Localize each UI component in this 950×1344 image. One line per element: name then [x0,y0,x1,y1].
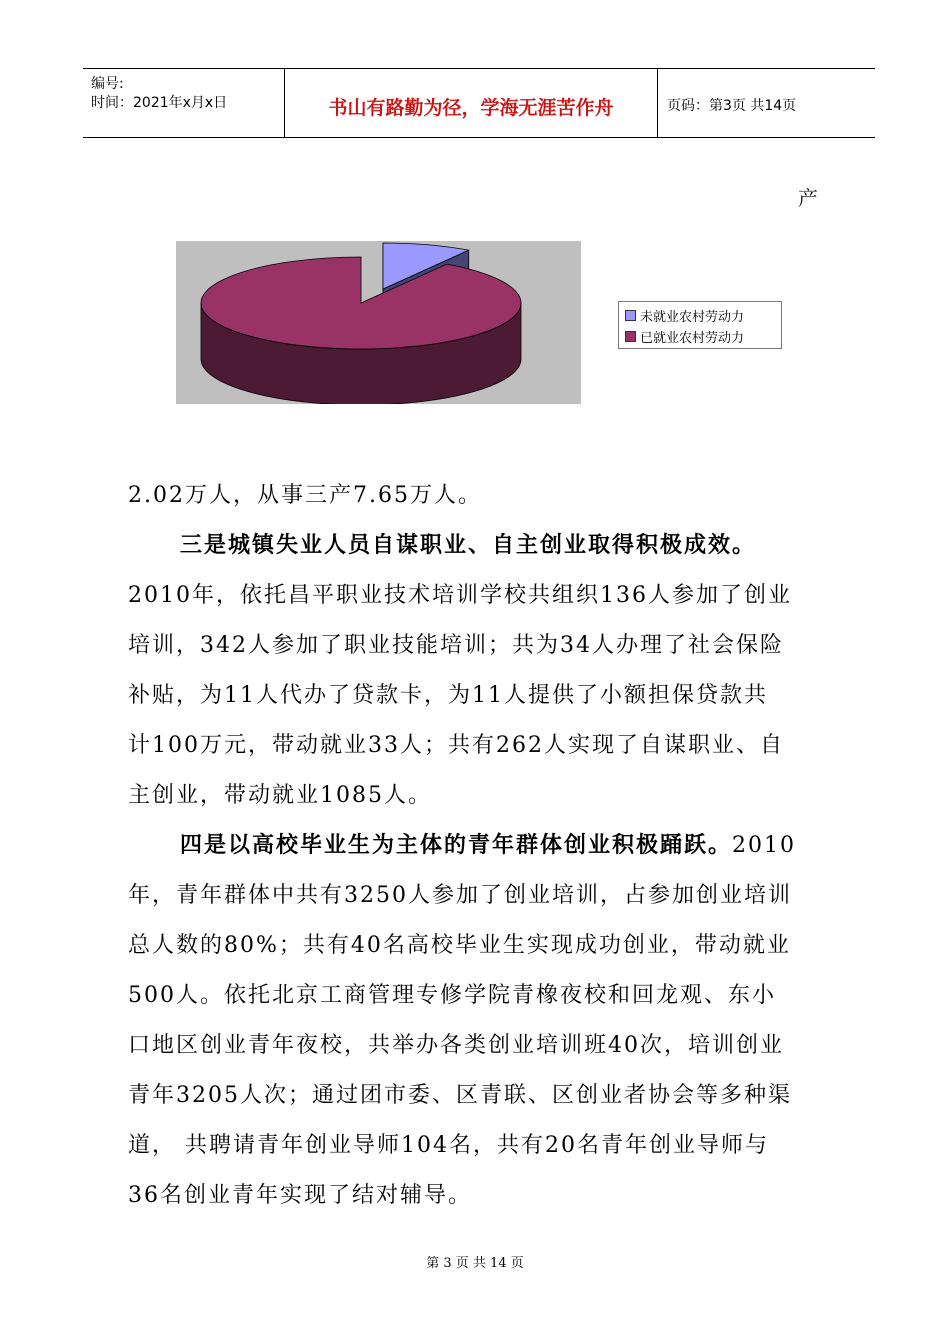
body-line: 2010年，依托昌平职业技术培训学校共组织136人参加了创业 [128,583,792,608]
section-heading [180,528,756,559]
body-line: 口地区创业青年夜校，共举办各类创业培训班40次，培训创业 [128,1033,784,1058]
header-page-cell [659,69,875,137]
page-header [83,68,875,138]
section-heading-tail: 2010 [732,833,797,858]
pie-slice [201,257,521,349]
header-page-info: 页码：第3页 共14页 [667,98,797,114]
pie-chart [176,241,581,404]
legend-label: 已就业农村劳动力 [640,331,745,346]
body-line: 培训，342人参加了职业技能培训；共为34人办理了社会保险 [128,633,784,658]
legend-label: 未就业农村劳动力 [640,310,745,325]
chart-legend [618,301,782,349]
document-number-label: 编号: [91,76,124,92]
body-line: 总人数的80%；共有40名高校毕业生实现成功创业，带动就业 [128,933,791,958]
stray-character: 产 [798,186,818,210]
header-motto-cell [285,69,658,137]
section-heading [180,828,796,859]
body-line: 道， 共聘请青年创业导师104名，共有20名青年创业导师与 [128,1133,769,1158]
body-line: 年，青年群体中共有3250人参加了创业培训，占参加创业培训 [128,883,792,908]
body-line: 青年3205人次；通过团市委、区青联、区创业者协会等多种渠 [128,1083,792,1108]
document-time-label: 时间：2021年x月x日 [91,95,228,111]
body-line: 500人。依托北京工商管理专修学院青橡夜校和回龙观、东小 [128,983,776,1008]
legend-swatch [625,310,636,321]
header-motto: 书山有路勤为径，学海无涯苦作舟 [328,97,614,119]
page-footer: 第 3 页 共 14 页 [426,1256,524,1271]
body-line: 补贴，为11人代办了贷款卡，为11人提供了小额担保贷款共 [128,683,768,708]
header-meta-cell [83,69,285,137]
body-line: 主创业，带动就业1085人。 [128,783,432,808]
body-line: 36名创业青年实现了结对辅导。 [128,1183,472,1208]
body-line: 计100万元，带动就业33人；共有262人实现了自谋职业、自 [128,733,784,758]
legend-swatch [625,331,636,342]
body-line: 2.02万人，从事三产7.65万人。 [128,483,482,508]
section-heading-text: 四是以高校毕业生为主体的青年群体创业积极踊跃。 [180,833,733,858]
section-heading-text: 三是城镇失业人员自谋职业、自主创业取得积极成效。 [180,533,757,558]
